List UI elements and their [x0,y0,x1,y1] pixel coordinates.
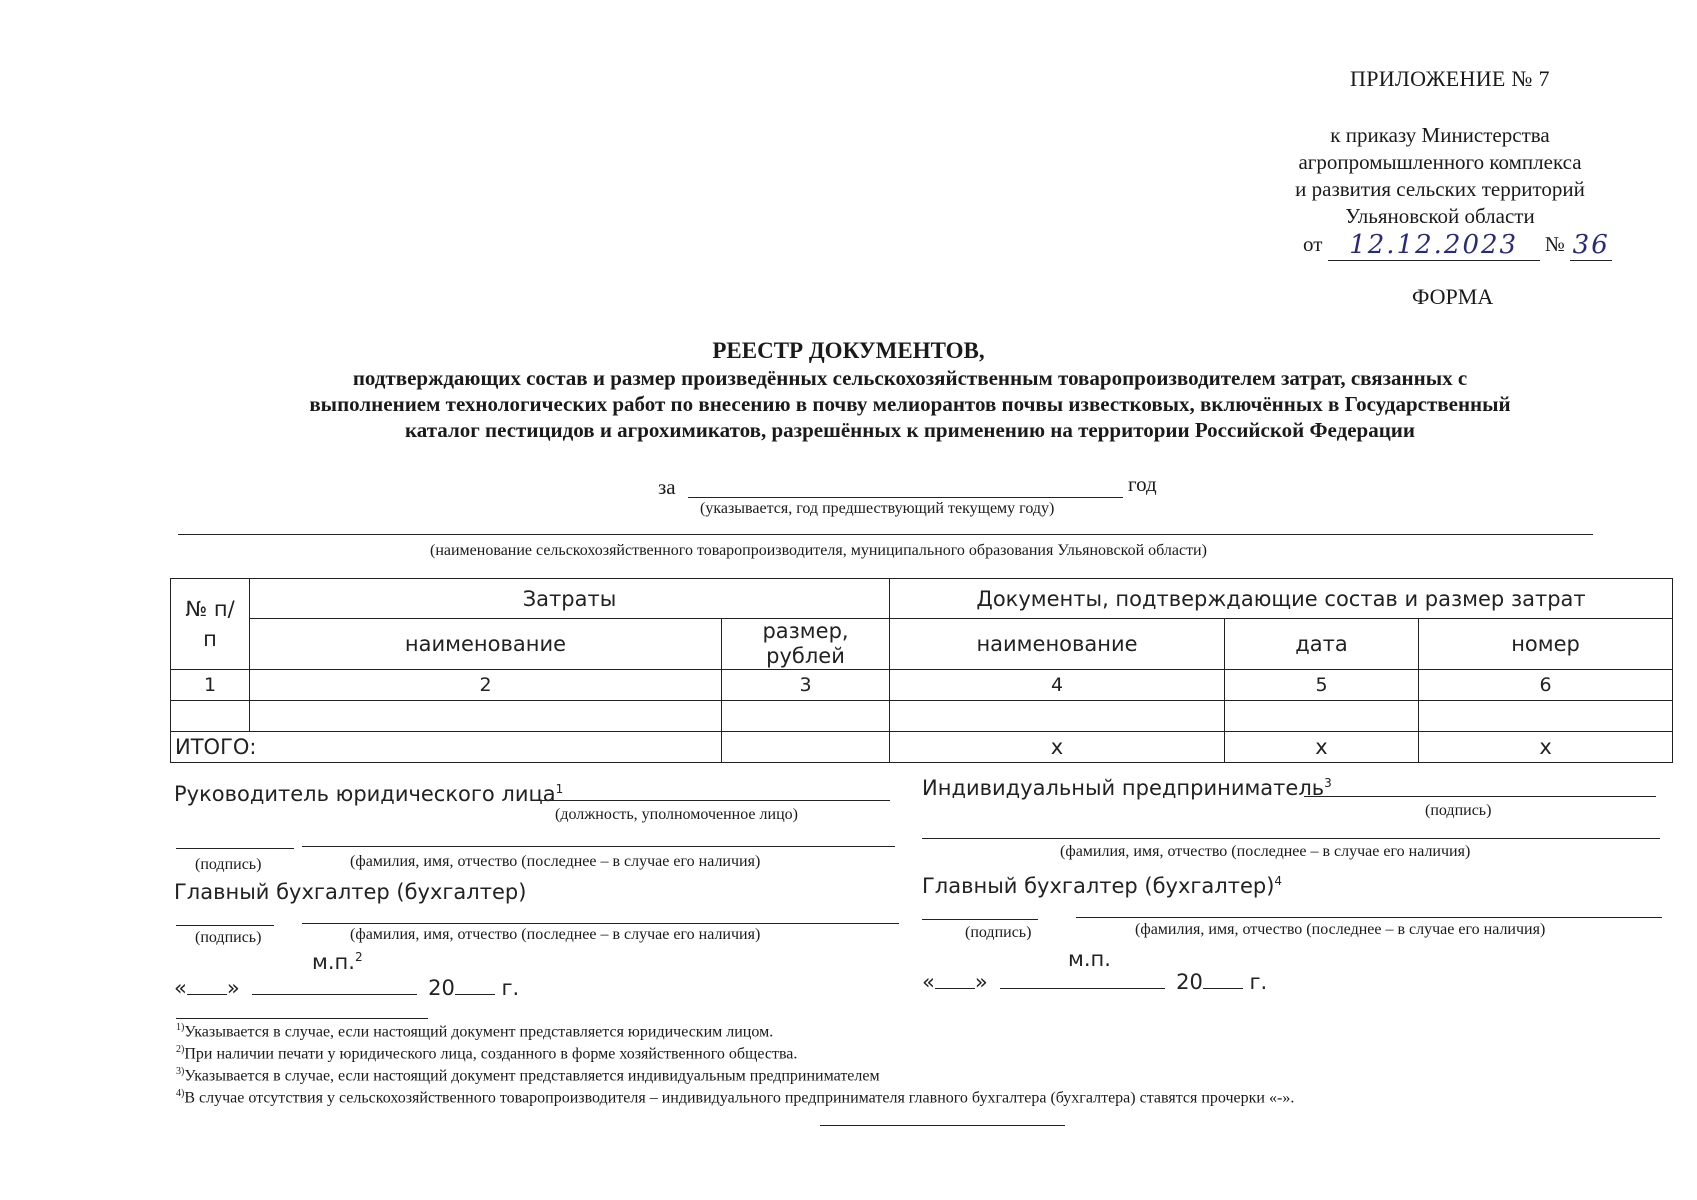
ip-signature-field[interactable] [1304,796,1656,797]
subtitle-line: выполнением технологических работ по внесению в почву мелиорантов почвы известковых, включённых в Государственный [309,392,1511,416]
order-line: и развития сельских территорий [1295,177,1585,201]
footnote-mark: 4) [176,1088,185,1099]
fio-hint: (фамилия, имя, отчество (последнее – в случае его наличия) [350,926,761,943]
chief-accountant-left-label: Главный бухгалтер (бухгалтер) [174,880,527,904]
period-year-field[interactable] [688,497,1123,498]
col-index: 2 [250,670,722,701]
number-prefix: № [1544,232,1565,256]
appendix-label: ПРИЛОЖЕНИЕ № 7 [1350,66,1550,91]
document-title: РЕЕСТР ДОКУМЕНТОВ, [712,338,985,363]
footnote-mark: 2) [176,1044,185,1055]
chief-acc-left-fio-field[interactable] [302,923,899,924]
organization-name-field[interactable] [178,534,1593,535]
col-index: 6 [1419,670,1673,701]
order-date-handwritten: 12.12.2023 [1349,230,1519,260]
table-total-row [171,732,1673,763]
day-field[interactable] [187,994,227,995]
head-fio-field[interactable] [302,846,895,847]
chief-acc-right-signature-field[interactable] [922,919,1038,920]
total-x: x [890,732,1225,763]
header-docs-group: Документы, подтверждающие состав и размер затрат [890,579,1673,619]
table-row[interactable] [171,701,1673,732]
chief-accountant-right-label [922,874,1282,898]
footnote-text: Указывается в случае, если настоящий документ представляется юридическим лицом. [184,1023,774,1041]
col-index: 4 [890,670,1225,701]
year-prefix: 20 [428,976,455,1000]
period-hint: (указывается, год предшествующий текущему году) [700,500,1055,517]
order-line: Ульяновской области [1345,204,1535,228]
stamp-place-left [312,950,363,974]
date-quote-open: « [174,976,187,1000]
table-index-row [171,670,1673,701]
total-x: x [1419,732,1673,763]
subtitle-line: подтверждающих состав и размер произведённых сельскохозяйственным товаропроизводителем затрат, связанных с [352,366,1468,390]
head-of-entity-text: Руководитель юридического лица [174,782,556,806]
footnote-separator [176,1018,428,1019]
footnote-text: Указывается в случае, если настоящий документ представляется индивидуальным предпринимателем [184,1067,880,1085]
table-cell[interactable] [1225,701,1419,732]
table-cell[interactable] [890,701,1225,732]
header-docs-name: наименование [890,619,1225,670]
registry-table [170,578,1673,763]
order-line: агропромышленного комплекса [1298,150,1582,174]
table-cell[interactable] [171,701,250,732]
fio-hint: (фамилия, имя, отчество (последнее – в случае его наличия) [1060,843,1471,860]
footnote-ref: 3 [1324,776,1332,790]
col-index: 1 [171,670,250,701]
date-quote-open: « [922,970,935,994]
header-docs-date: дата [1225,619,1419,670]
document-subtitle [200,365,1620,443]
header-num: № п/п [171,579,250,670]
footnote-mark: 3) [176,1066,185,1077]
ip-fio-field[interactable] [922,838,1660,839]
col-index: 3 [722,670,890,701]
order-number-handwritten: 36 [1572,230,1610,260]
order-date-field [1328,230,1540,261]
chief-acc-left-signature-field[interactable] [176,925,274,926]
order-line: к приказу Министерства [1330,123,1550,147]
month-field[interactable] [1000,988,1165,989]
total-amount-cell[interactable] [722,732,890,763]
head-signature-field[interactable] [176,848,294,849]
signature-hint: (подпись) [1425,802,1492,819]
table-header-row [171,579,1673,619]
stamp-place-right: м.п. [1068,947,1111,971]
year-suffix: г. [501,976,520,1000]
period-prefix: за [658,475,676,499]
order-reference [1250,122,1630,230]
footnote-mark: 1) [176,1022,185,1033]
date-quote-close: » [974,970,988,994]
footnote-1 [176,1022,773,1041]
period-suffix: год [1128,472,1157,496]
table-header-row [171,619,1673,670]
footnote-2 [176,1044,797,1063]
day-field[interactable] [935,988,975,989]
footnote-ref: 4 [1274,874,1283,888]
footnote-text: В случае отсутствия у сельскохозяйственного товаропроизводителя – индивидуального предпринимателя главного бухгалтера (бухгалтера) ставятся прочерки «-». [184,1089,1295,1107]
total-label: ИТОГО: [171,732,722,763]
individual-entrepreneur-text: Индивидуальный предприниматель [922,776,1325,800]
year-field[interactable] [455,994,495,995]
fio-hint: (фамилия, имя, отчество (последнее – в случае его наличия) [1135,921,1546,938]
order-number-field [1570,230,1612,261]
footnote-ref: 1 [555,782,564,796]
date-quote-close: » [226,976,240,1000]
date-row-right [922,970,1267,994]
individual-entrepreneur-label [922,776,1332,800]
subtitle-line: каталог пестицидов и агрохимикатов, разрешённых к применению на территории Российской Федерации [404,418,1416,442]
date-prefix: от [1303,232,1323,256]
table-cell[interactable] [722,701,890,732]
footnote-4 [176,1088,1294,1107]
header-costs-name: наименование [250,619,722,670]
total-x: x [1225,732,1419,763]
header-costs-amount: размер, рублей [722,619,890,670]
form-label: ФОРМА [1412,284,1494,309]
year-prefix: 20 [1176,970,1203,994]
signature-hint: (подпись) [195,856,262,873]
header-costs-group: Затраты [250,579,890,619]
chief-acc-right-fio-field[interactable] [1076,917,1662,918]
fio-hint: (фамилия, имя, отчество (последнее – в случае его наличия) [350,853,761,870]
signature-hint: (подпись) [195,929,262,946]
signature-hint: (подпись) [965,924,1032,941]
header-docs-number: номер [1419,619,1673,670]
date-row-left [174,976,519,1000]
year-field[interactable] [1203,988,1243,989]
end-separator [820,1125,1065,1126]
year-suffix: г. [1249,970,1268,994]
table-cell[interactable] [1419,701,1673,732]
month-field[interactable] [252,994,417,995]
order-date-row [1303,228,1612,259]
col-index: 5 [1225,670,1419,701]
head-position-field[interactable] [540,800,890,801]
chief-accountant-right-text: Главный бухгалтер (бухгалтер) [922,874,1275,898]
footnote-ref: 2 [354,950,363,964]
footnote-3 [176,1066,880,1085]
stamp-place-text: м.п. [312,950,355,974]
footnote-text: При наличии печати у юридического лица, созданного в форме хозяйственного общества. [184,1045,798,1063]
organization-hint: (наименование сельскохозяйственного товаропроизводителя, муниципального образования Ульяновской области) [430,542,1207,559]
table-cell[interactable] [250,701,722,732]
position-hint: (должность, уполномоченное лицо) [555,806,798,823]
head-of-entity-label [174,782,563,806]
